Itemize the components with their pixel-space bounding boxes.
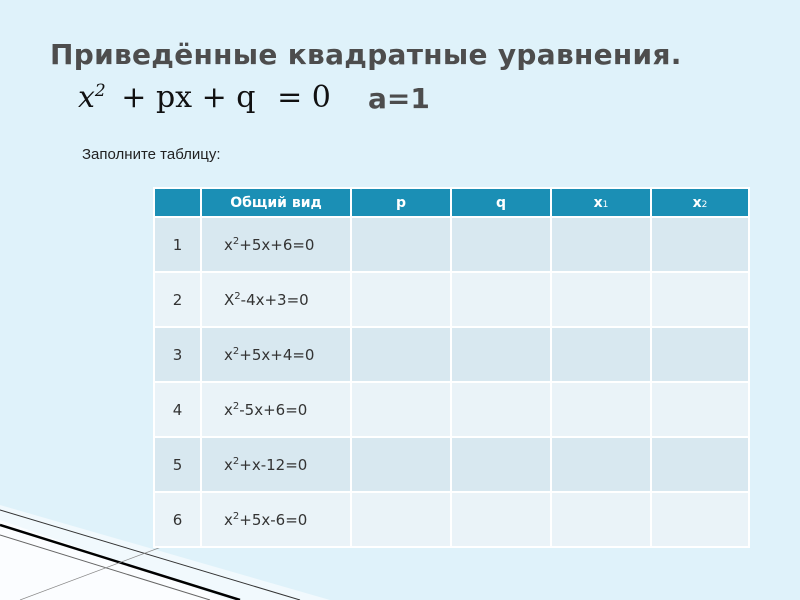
cell-x1[interactable]: [551, 437, 651, 492]
cell-x1[interactable]: [551, 382, 651, 437]
cell-q[interactable]: [451, 492, 551, 547]
header-general-form: Общий вид: [201, 188, 351, 217]
eq-var: x: [224, 345, 233, 364]
row-number: 4: [154, 382, 201, 437]
table-row: [154, 217, 749, 272]
cell-x2[interactable]: [651, 437, 749, 492]
row-equation: [201, 327, 351, 382]
cell-x1[interactable]: [551, 272, 651, 327]
cell-x1[interactable]: [551, 217, 651, 272]
eq-var: x: [224, 455, 233, 474]
header-q: q: [451, 188, 551, 217]
row-number: 6: [154, 492, 201, 547]
eq-exponent: 2: [232, 455, 240, 467]
formula-exponent: 2: [94, 81, 106, 101]
eq-rest: -5x+6=0: [239, 400, 308, 419]
eq-rest: +5x+6=0: [239, 235, 315, 254]
eq-rest: -4x+3=0: [240, 290, 309, 309]
table-row: [154, 272, 749, 327]
eq-exponent: 2: [232, 400, 240, 412]
cell-x1[interactable]: [551, 327, 651, 382]
cell-p[interactable]: [351, 492, 451, 547]
header-x2-base: x: [692, 194, 702, 211]
header-p: p: [351, 188, 451, 217]
row-equation: [201, 272, 351, 327]
eq-exponent: 2: [232, 510, 240, 522]
eq-rest: +x-12=0: [239, 455, 308, 474]
row-equation: [201, 382, 351, 437]
row-equation: [201, 437, 351, 492]
eq-var: x: [224, 510, 233, 529]
row-number: 1: [154, 217, 201, 272]
equations-table: [153, 187, 750, 548]
table-row: [154, 327, 749, 382]
slide-title: Приведённые квадратные уравнения.: [50, 38, 682, 71]
header-number: [154, 188, 201, 217]
cell-x2[interactable]: [651, 492, 749, 547]
cell-p[interactable]: [351, 327, 451, 382]
general-formula: [78, 80, 337, 115]
header-x1-sub: 1: [602, 199, 609, 210]
cell-p[interactable]: [351, 437, 451, 492]
cell-q[interactable]: [451, 382, 551, 437]
cell-x2[interactable]: [651, 382, 749, 437]
cell-q[interactable]: [451, 217, 551, 272]
eq-rest: +5x+4=0: [239, 345, 315, 364]
coefficient-note: a=1: [368, 82, 430, 115]
table-row: [154, 492, 749, 547]
formula-rhs: = 0: [277, 80, 331, 115]
cell-q[interactable]: [451, 437, 551, 492]
eq-var: X: [224, 290, 235, 309]
header-x2: [651, 188, 749, 217]
eq-exponent: 2: [234, 290, 241, 302]
cell-p[interactable]: [351, 382, 451, 437]
cell-q[interactable]: [451, 327, 551, 382]
row-equation: [201, 492, 351, 547]
formula-x: x: [78, 80, 95, 115]
row-number: 2: [154, 272, 201, 327]
formula-terms: + px + q: [121, 80, 256, 115]
eq-exponent: 2: [232, 345, 240, 357]
table-header-row: [154, 188, 749, 217]
eq-var: x: [224, 235, 233, 254]
row-equation: [201, 217, 351, 272]
cell-q[interactable]: [451, 272, 551, 327]
cell-p[interactable]: [351, 272, 451, 327]
cell-x2[interactable]: [651, 217, 749, 272]
header-x1-base: x: [593, 194, 603, 211]
instruction-text: Заполните таблицу:: [82, 146, 221, 163]
row-number: 3: [154, 327, 201, 382]
eq-exponent: 2: [232, 235, 240, 247]
table-row: [154, 382, 749, 437]
header-x1: [551, 188, 651, 217]
eq-var: x: [224, 400, 233, 419]
cell-x2[interactable]: [651, 327, 749, 382]
table-row: [154, 437, 749, 492]
cell-p[interactable]: [351, 217, 451, 272]
cell-x2[interactable]: [651, 272, 749, 327]
cell-x1[interactable]: [551, 492, 651, 547]
row-number: 5: [154, 437, 201, 492]
eq-rest: +5x-6=0: [239, 510, 308, 529]
header-x2-sub: 2: [701, 199, 708, 210]
